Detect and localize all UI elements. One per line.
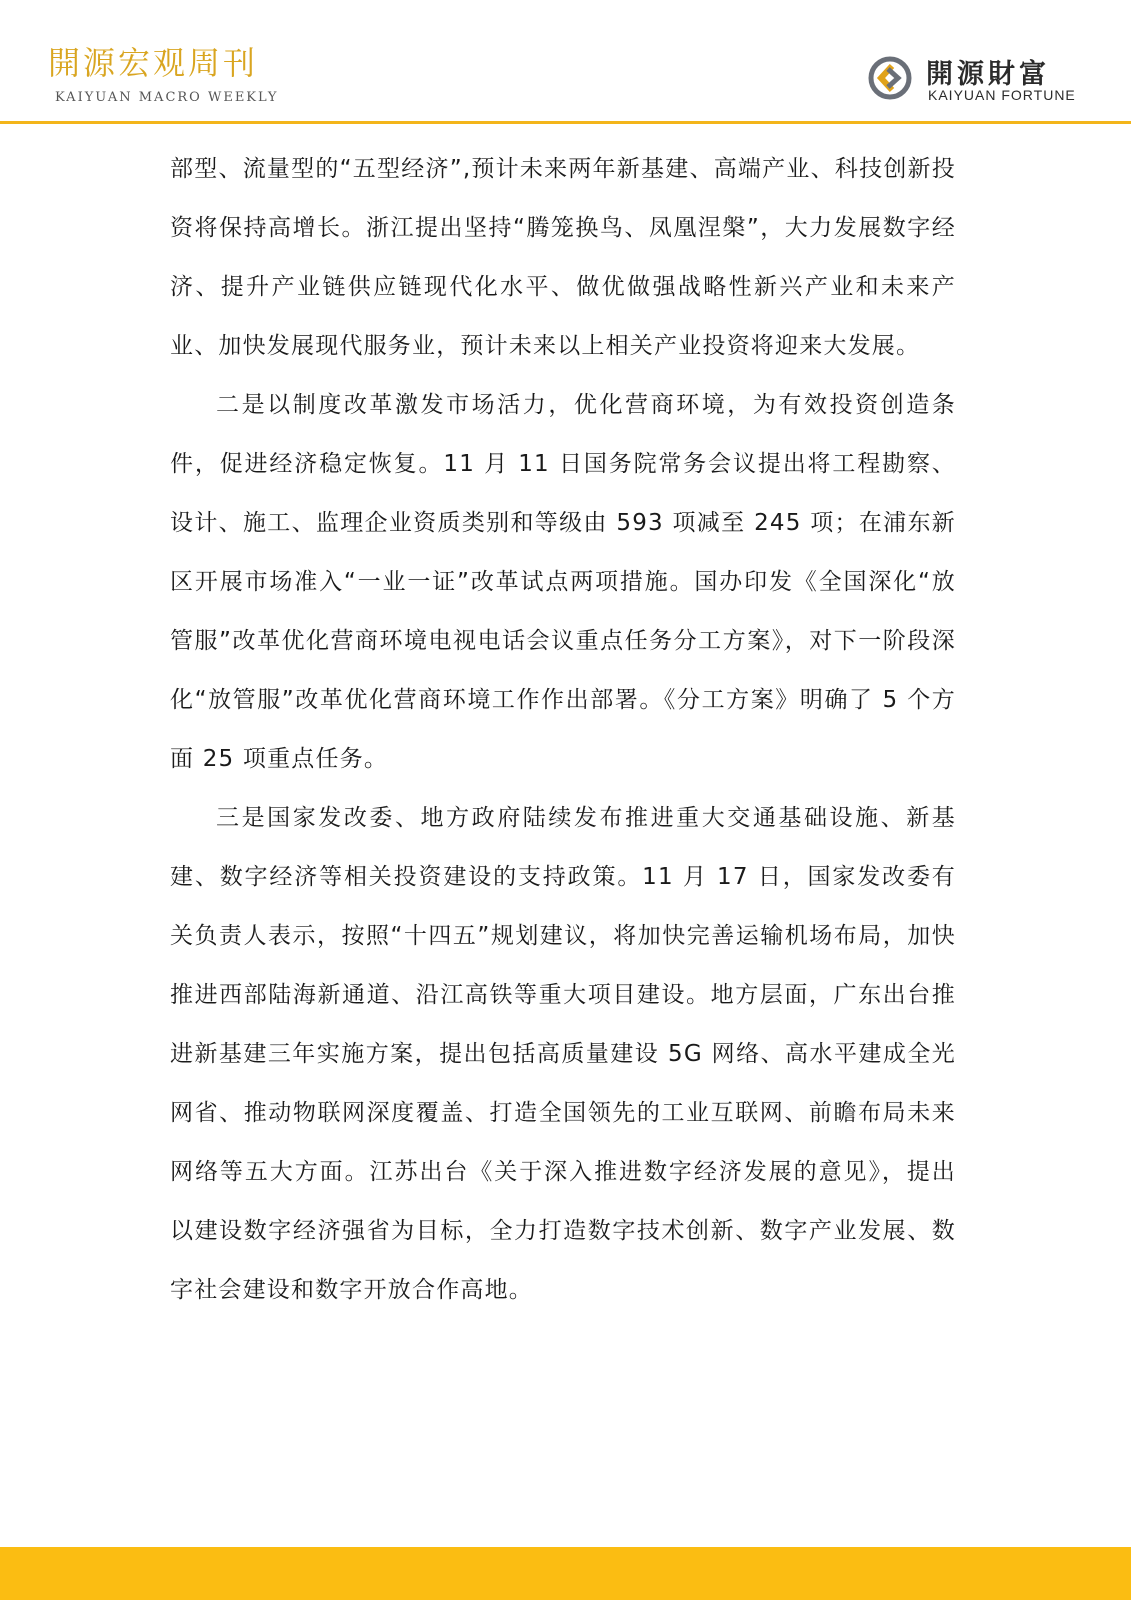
publication-subtitle: KAIYUAN MACRO WEEKLY	[55, 90, 279, 105]
publication-title: 開源宏观周刊	[48, 44, 259, 82]
page-header	[0, 0, 1131, 124]
footer-bar	[0, 1547, 1131, 1600]
logo-name-cn: 開源財富	[926, 59, 1050, 90]
article-body	[170, 140, 956, 1320]
paragraph-investment-policies: 三是国家发改委、地方政府陆续发布推进重大交通基础设施、新基建、数字经济等相关投资建设的支持政策。11 月 17 日，国家发改委有关负责人表示，按照“十四五”规划建议，将加快完善运输机场布局，加快推进西部陆海新通道、沿江高铁等重大项目建设。地方层面，广东出台推进新基建三年实施方案，提出包括高质量建设 5G 网络、高水平建成全光网省、推动物联网深度覆盖、打造全国领先的工业互联网、前瞻布局未来网络等五大方面。江苏出台《关于深入推进数字经济发展的意见》，提出以建设数字经济强省为目标，全力打造数字技术创新、数字产业发展、数字社会建设和数字开放合作高地。	[170, 805, 956, 1303]
kaiyuan-logo-icon	[866, 54, 914, 102]
paragraph-continuation: 部型、流量型的“五型经济”,预计未来两年新基建、高端产业、科技创新投资将保持高增长。浙江提出坚持“腾笼换鸟、凤凰涅槃”，大力发展数字经济、提升产业链供应链现代化水平、做优做强战略性新兴产业和未来产业、加快发展现代服务业，预计未来以上相关产业投资将迎来大发展。	[170, 156, 956, 359]
paragraph-institutional-reform: 二是以制度改革激发市场活力，优化营商环境，为有效投资创造条件，促进经济稳定恢复。11 月 11 日国务院常务会议提出将工程勘察、设计、施工、监理企业资质类别和等级由 593 项减至 245 项；在浦东新区开展市场准入“一业一证”改革试点两项措施。国办印发《全国深化“放管服”改革优化营商环境电视电话会议重点任务分工方案》，对下一阶段深化“放管服”改革优化营商环境工作作出部署。《分工方案》明确了 5 个方面 25 项重点任务。	[170, 392, 956, 772]
header-divider	[0, 121, 1131, 124]
company-logo	[866, 52, 1096, 108]
logo-name-en: KAIYUAN FORTUNE	[928, 87, 1076, 103]
